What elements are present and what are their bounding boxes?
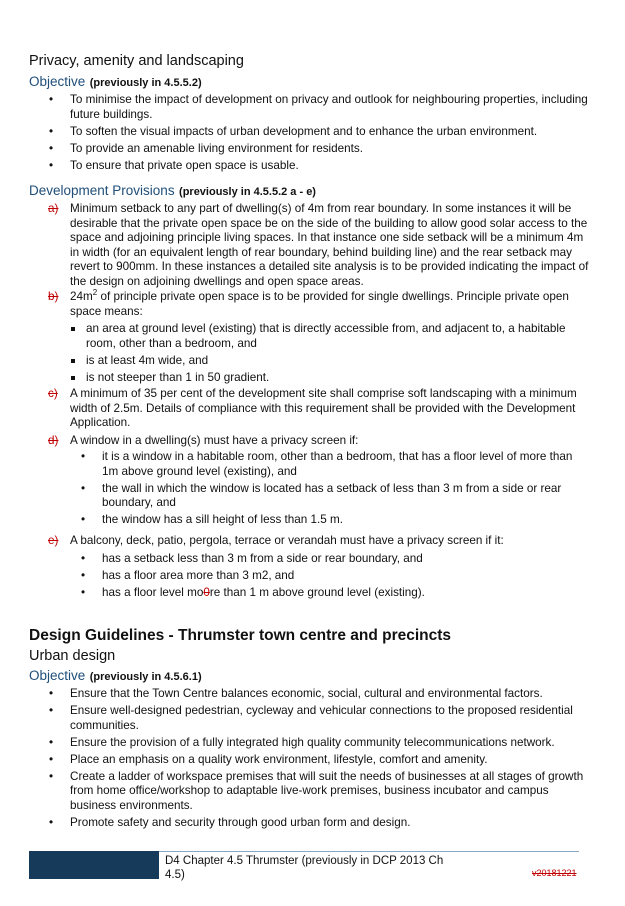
provision-marker: c) — [48, 387, 58, 400]
provision-c — [48, 387, 590, 433]
provision-marker: a) — [48, 202, 59, 215]
list-item: • Create a ladder of workspace premises that will suit the needs of businesses at all stages of growth from home office/workshop to adaptable live-work premises, business incubator and campus business environments. — [49, 769, 584, 812]
list-item: c) A minimum of 35 per cent of the development site shall comprise soft landscaping with a minimum width of 2.5m. Details of compliance with this requirement shall be provided with the Development Application. — [48, 387, 577, 429]
list-item: an area at ground level (existing) that is directly accessible from, and adjacent to, a habitable room, other than a bedroom, and — [86, 322, 590, 351]
list-item: b) $24m^2$ of principle private open space is to be provided for single dwellings. Principle private open space means: — [48, 288, 569, 318]
list-item: a) Minimum setback to any part of dwelling(s) of 4m from rear boundary. In some instances it will be desirable that the private open space be on the side of the building to allow good solar access to the space and adjoining principle living spaces. In that instance one side setback will be a minimum 4m in width (for an equivalent length of rear boundary, behind building line) and the rear setback may revert to 900mm. In these instances a detailed site analysis is to be provided indicating the impact of the design on adjoining dwellings and open space areas. — [48, 202, 589, 288]
section-heading-privacy: Privacy, amenity and landscaping — [29, 53, 244, 69]
provision-d-sublist — [81, 450, 590, 530]
footer-chapter-text: D4 Chapter 4.5 Thrumster (previously in DCP 2013 Ch 4.5) — [165, 855, 444, 881]
list-item: • it is a window in a habitable room, other than a bedroom, that has a floor level of more than 1m above ground level (existing), and — [81, 450, 573, 478]
list-item: • has a setback less than 3 m from a side or rear boundary, and — [81, 552, 423, 565]
objective-label: Objective — [29, 74, 86, 89]
list-item: • To soften the visual impacts of urban development and to enhance the urban environment. — [49, 124, 538, 138]
provision-b — [48, 288, 590, 322]
list-item: • To ensure that private open space is usable. — [49, 158, 299, 172]
provision-marker: d) — [48, 434, 59, 447]
list-item: is at least 4m wide, and — [86, 354, 590, 369]
list-item: • Ensure that the Town Centre balances economic, social, cultural and environmental factors. — [49, 687, 543, 700]
footer-version: v20181221 — [532, 868, 577, 878]
objective-list — [49, 93, 590, 176]
list-item: • has a floor area more than 3 m2, and — [81, 569, 295, 582]
provisions-label: Development Provisions — [29, 183, 175, 198]
list-item: • Promote safety and security through good urban form and design. — [49, 815, 411, 829]
provision-marker: b) — [48, 290, 59, 303]
guidelines-list — [49, 687, 590, 833]
list-item: • Ensure the provision of a fully integrated high quality community telecommunications network. — [49, 735, 555, 749]
objective-note: (previously in 4.5.5.2) — [89, 77, 202, 89]
list-item: d) A window in a dwelling(s) must have a privacy screen if: — [48, 434, 359, 447]
list-item: • To provide an amenable living environment for residents. — [49, 141, 363, 155]
provision-a — [48, 202, 590, 292]
provisions-heading — [29, 182, 316, 200]
list-item: • has a floor level mo0re than 1 m above ground level (existing). — [81, 586, 425, 599]
provision-e-sublist — [81, 552, 590, 603]
section-heading-guidelines: Design Guidelines - Thrumster town centre and precincts — [29, 627, 452, 644]
provision-marker: e) — [48, 534, 59, 547]
provisions-note: (previously in 4.5.5.2 a - e) — [179, 186, 316, 198]
objective-heading — [29, 73, 202, 91]
footer-rule — [159, 851, 579, 852]
list-item: is not steeper than 1 in 50 gradient. — [86, 371, 590, 386]
list-item: • Ensure well-designed pedestrian, cycleway and vehicular connections to the proposed residential communities. — [49, 704, 573, 732]
provision-e — [48, 534, 590, 551]
objective-label: Objective — [29, 668, 86, 683]
list-item: • To minimise the impact of development on privacy and outlook for neighbouring properties, including future buildings. — [49, 93, 588, 121]
objective-heading — [29, 667, 202, 685]
list-item: • Place an emphasis on a quality work environment, lifestyle, comfort and amenity. — [49, 752, 488, 766]
provision-b-sublist — [86, 322, 590, 388]
list-item: • the wall in which the window is located has a setback of less than 3 m from a side or rear boundary, and — [81, 481, 562, 509]
subheading-urban-design: Urban design — [29, 648, 116, 664]
footer-color-block — [29, 851, 159, 879]
provision-d — [48, 434, 590, 451]
objective-note: (previously in 4.5.6.1) — [89, 671, 202, 683]
list-item: e) A balcony, deck, patio, pergola, terrace or verandah must have a privacy screen if it: — [48, 534, 504, 547]
list-item: • the window has a sill height of less than 1.5 m. — [81, 513, 344, 526]
